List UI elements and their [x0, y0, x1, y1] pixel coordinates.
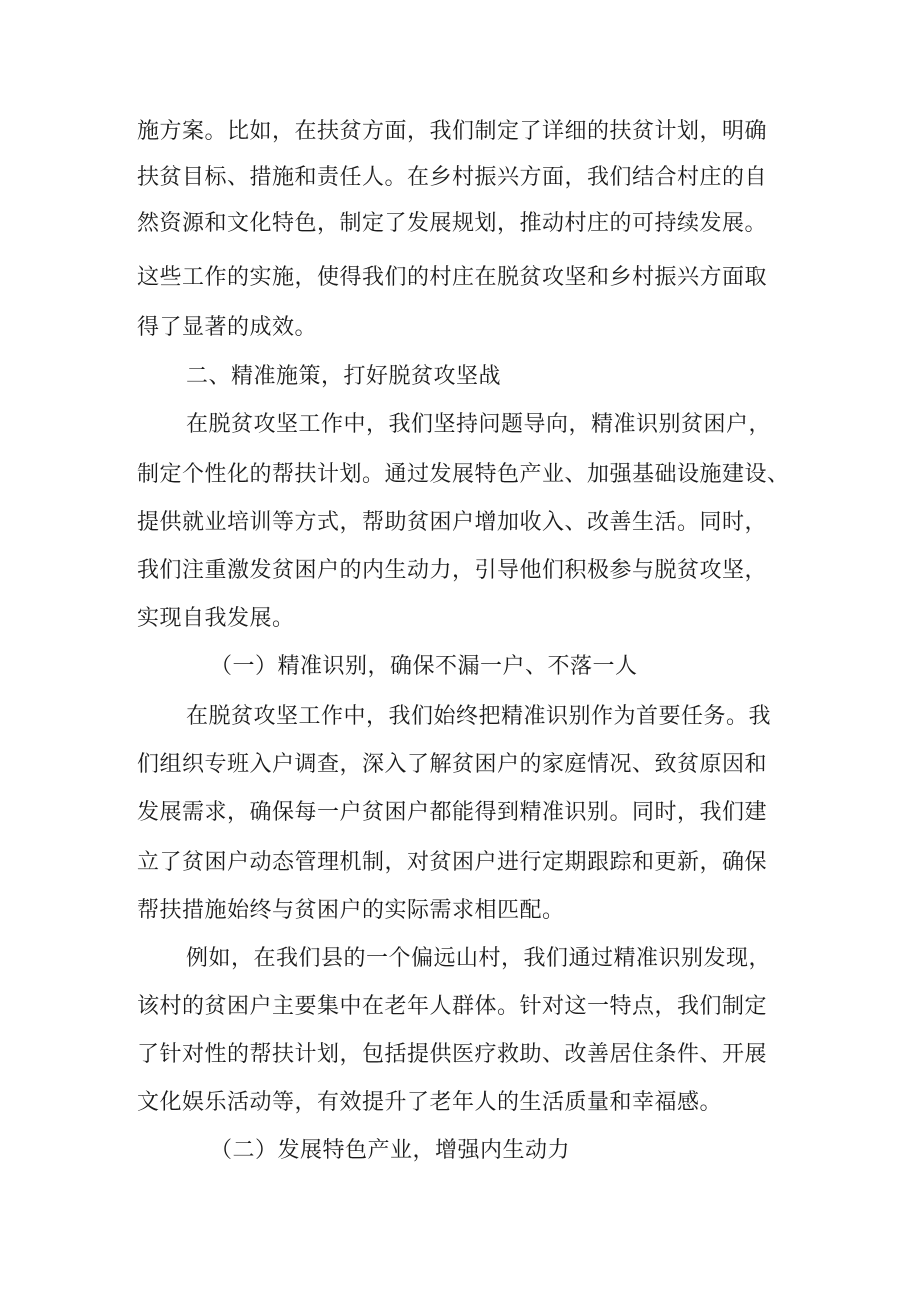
paragraph-line: 该村的贫困户主要集中在老年人群体。针对这一特点，我们制定: [137, 994, 768, 1019]
paragraph-line: 提供就业培训等方式，帮助贫困户增加收入、改善生活。同时，: [137, 510, 768, 535]
paragraph-line: 了针对性的帮扶计划，包括提供医疗救助、改善居住条件、开展: [137, 1042, 768, 1067]
paragraph-line: 发展需求，确保每一户贫困户都能得到精准识别。同时，我们建: [137, 800, 768, 825]
paragraph-line: 制定个性化的帮扶计划。通过发展特色产业、加强基础设施建设、: [137, 462, 790, 487]
subsection-heading: （二）发展特色产业，增强内生动力: [210, 1138, 571, 1163]
paragraph-line: 在脱贫攻坚工作中，我们始终把精准识别作为首要任务。我: [186, 704, 772, 729]
section-heading: 二、精准施策，打好脱贫攻坚战: [186, 364, 502, 389]
paragraph-line: 文化娱乐活动等，有效提升了老年人的生活质量和幸福感。: [137, 1090, 723, 1115]
paragraph-line: 施方案。比如，在扶贫方面，我们制定了详细的扶贫计划，明确: [137, 119, 768, 144]
paragraph-line: 我们注重激发贫困户的内生动力，引导他们积极参与脱贫攻坚，: [137, 558, 768, 583]
paragraph-line: 例如，在我们县的一个偏远山村，我们通过精准识别发现，: [186, 946, 772, 971]
paragraph-line: 立了贫困户动态管理机制，对贫困户进行定期跟踪和更新，确保: [137, 850, 768, 875]
subsection-heading: （一）精准识别，确保不漏一户、不落一人: [210, 654, 638, 679]
paragraph-line: 得了显著的成效。: [137, 315, 318, 340]
paragraph-line: 在脱贫攻坚工作中，我们坚持问题导向，精准识别贫困户，: [186, 412, 772, 437]
paragraph-line: 帮扶措施始终与贫困户的实际需求相匹配。: [137, 898, 565, 923]
paragraph-line: 实现自我发展。: [137, 606, 295, 631]
paragraph-line: 这些工作的实施，使得我们的村庄在脱贫攻坚和乡村振兴方面取: [137, 265, 768, 290]
paragraph-line: 然资源和文化特色，制定了发展规划，推动村庄的可持续发展。: [137, 211, 768, 236]
paragraph-line: 扶贫目标、措施和责任人。在乡村振兴方面，我们结合村庄的自: [137, 165, 768, 190]
paragraph-line: 们组织专班入户调查，深入了解贫困户的家庭情况、致贫原因和: [137, 752, 768, 777]
